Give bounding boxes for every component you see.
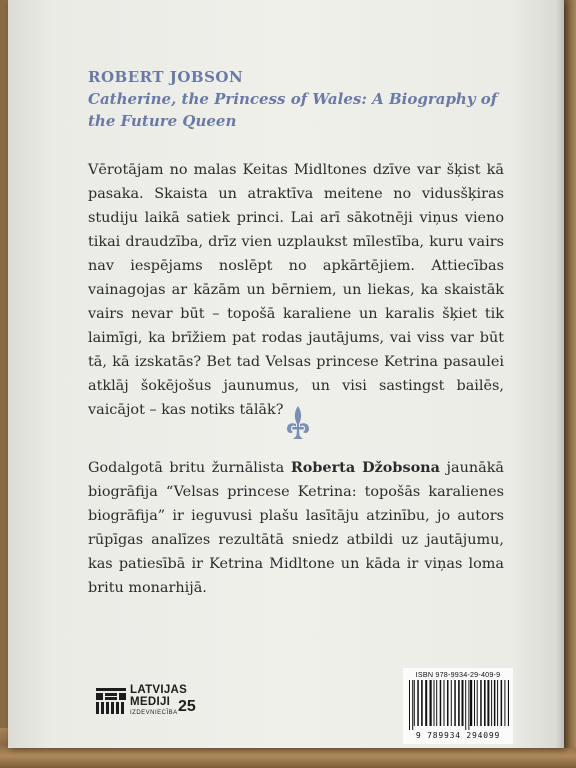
- book-back-cover: [8, 0, 564, 748]
- publisher-mark-icon: [96, 688, 126, 714]
- barcode-digits: 9 789934 294099: [415, 731, 501, 740]
- isbn-barcode: [403, 668, 513, 744]
- paragraph-2-intro: Godalgotā britu žurnālista: [88, 460, 291, 476]
- barcode-bars: [407, 680, 509, 730]
- author-name: ROBERT JOBSON: [88, 68, 244, 86]
- book-title: Catherine, the Princess of Wales: A Biography of the Future Queen: [88, 90, 498, 130]
- publisher-name-line-1: LATVIJAS: [130, 684, 188, 696]
- publisher-subtitle: IZDEVNIECĪBA: [130, 710, 178, 716]
- publisher-anniversary-number: 25: [178, 698, 196, 715]
- author-name-bold: Roberta Džobsona: [290, 459, 440, 476]
- cover-header: [88, 66, 528, 132]
- background-edge: [564, 0, 576, 748]
- blurb-paragraph-1: Vērotājam no malas Keitas Midltones dzīve var šķist kā pasaka. Skaista un atraktīva meitene no vidusšķiras studiju laikā satiek princi. Lai arī sākotnēji viņus vieno tikai draudzība, drīz vien uzplaukst mīlestība, kuru vairs nav iespējams noslēpt no apkārtējiem. Attiecības vainagojas ar kāzām un bērniem, un liekas, ka skaistāk vairs nevar būt – topošā karaliene un karalis šķiet tik laimīgi, ka brīžiem pat rodas jautājums, vai viss var būt tā, kā izskatās? Bet tad Velsas princese Ketrina pasaulei atklāj šokējošus jaunumus, un visi sastingst bailēs, vaicājot – kas notiks tālāk?: [88, 162, 504, 418]
- isbn-text: ISBN 978-9934-29-409-9: [415, 670, 501, 679]
- blurb-paragraph-2: [88, 456, 504, 600]
- publisher-name-line-2: MEDIJI: [130, 696, 171, 708]
- publisher-logo: [96, 686, 206, 718]
- paragraph-2-rest: jaunākā biogrāfija “Velsas princese Ketrina: topošās karalienes biogrāfija” ir ieguvusi plašu lasītāju atzinību, jo autors rūpīgas analīzes rezultātā sniedz atbildi uz jautājumu, kas patiesībā ir Ketrina Midltone un kāda ir viņas loma britu monarhijā.: [88, 460, 505, 596]
- fleur-de-lis-icon: [285, 405, 311, 441]
